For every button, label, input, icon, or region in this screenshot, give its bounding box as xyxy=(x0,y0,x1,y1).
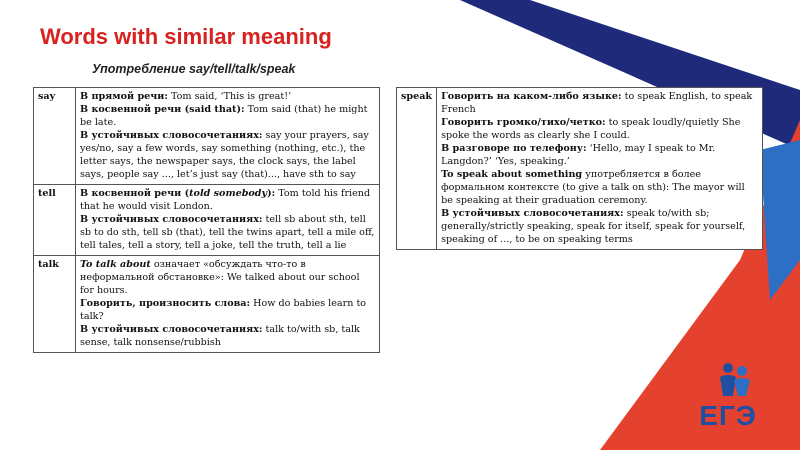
slide-title: Words with similar meaning xyxy=(40,24,332,49)
usage-line: Говорить, произносить слова: How do babies learn to talk? xyxy=(80,298,367,322)
table-row xyxy=(34,256,380,353)
usage-line: В прямой речи: Tom said, ‘This is great!’ xyxy=(80,91,292,102)
usage-line: В косвенной речи (said that): Tom said (that) he might be late. xyxy=(80,104,368,128)
word-cell: tell xyxy=(34,185,76,256)
usage-line: В устойчивых словосочетаниях: speak to/with sb; generally/strictly speaking, speak for itself, speak for yourself, speaking of ..., to be on speaking terms xyxy=(441,208,746,245)
people-group-icon xyxy=(688,362,768,402)
usage-line: Говорить на каком-либо языке: to speak English, to speak French xyxy=(441,91,753,115)
usage-line: Говорить громко/тихо/четко: to speak loudly/quietly She spoke the words as clearly she I could. xyxy=(441,117,741,141)
table-row xyxy=(34,88,380,185)
vocab-table-left xyxy=(33,87,380,353)
usage-cell xyxy=(76,185,380,256)
table-row xyxy=(34,185,380,256)
usage-cell xyxy=(76,88,380,185)
logo-text: ЕГЭ xyxy=(699,400,757,431)
usage-line: В разговоре по телефону: ‘Hello, may I speak to Mr. Langdon?’ ‘Yes, speaking.’ xyxy=(441,143,716,167)
table-caption: Употребление say/tell/talk/speak xyxy=(92,62,296,76)
usage-line: В косвенной речи (told somebody): Tom told his friend that he would visit London. xyxy=(80,188,371,212)
usage-line: В устойчивых словосочетаниях: tell sb about sth, tell sb to do sth, tell sb (that), tell the twins apart, tell a mile off, tell tales, tell a story, tell a joke, tell the truth, tell a lie xyxy=(80,214,375,251)
usage-cell xyxy=(76,256,380,353)
usage-line: To talk about означает «обсуждать что-то в неформальной обстановке»: We talked about our school for hours. xyxy=(80,259,360,296)
ege-logo xyxy=(688,362,768,442)
table-row xyxy=(397,88,763,250)
word-cell: say xyxy=(34,88,76,185)
vocab-table-right xyxy=(396,87,763,250)
usage-cell xyxy=(437,88,763,250)
usage-line: В устойчивых словосочетаниях: say your prayers, say yes/no, say a few words, say something (nothing, etc.), the letter says, the newspaper says, the clock says, the label says, people say ..., let’s just say (that)..., have sth to say xyxy=(80,130,369,180)
word-cell: speak xyxy=(397,88,437,250)
usage-line: В устойчивых словосочетаниях: talk to/with sb, talk sense, talk nonsense/rubbish xyxy=(80,324,360,348)
usage-line: To speak about something употребляется в более формальном контексте (to give a talk on sth): The mayor will be speaking at their graduation ceremony. xyxy=(441,169,745,206)
word-cell: talk xyxy=(34,256,76,353)
